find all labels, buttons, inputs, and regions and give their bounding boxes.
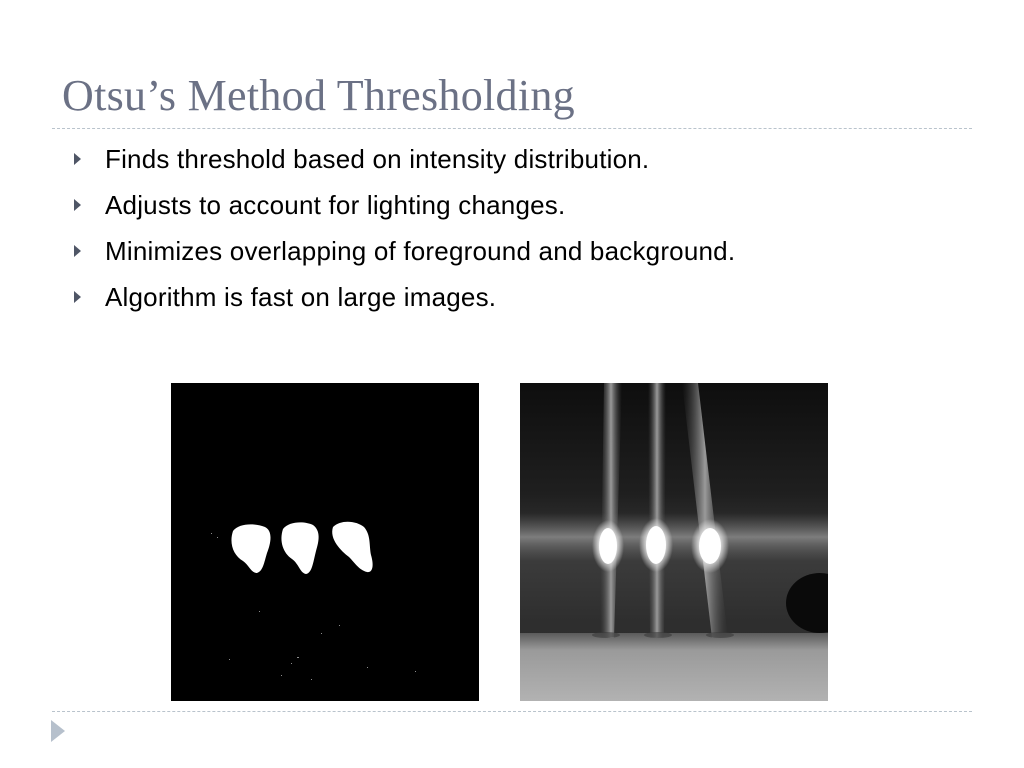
bullet-item bbox=[70, 187, 735, 223]
footer-divider bbox=[52, 711, 972, 712]
triangle-right-icon bbox=[74, 291, 81, 303]
bullet-text: Minimizes overlapping of foreground and background. bbox=[105, 235, 736, 266]
bullet-list bbox=[70, 141, 735, 325]
bullet-text: Algorithm is fast on large images. bbox=[105, 281, 497, 312]
original-grayscale-image bbox=[520, 383, 828, 701]
next-slide-arrow-icon[interactable] bbox=[51, 720, 65, 742]
bullet-item bbox=[70, 233, 735, 269]
thresholded-image bbox=[171, 383, 479, 701]
triangle-right-icon bbox=[74, 153, 81, 165]
bullet-text: Finds threshold based on intensity distribution. bbox=[105, 143, 650, 174]
bullet-text: Adjusts to account for lighting changes. bbox=[105, 189, 566, 220]
bullet-item bbox=[70, 141, 735, 177]
triangle-right-icon bbox=[74, 245, 81, 257]
slide-title: Otsu’s Method Thresholding bbox=[62, 71, 575, 120]
title-divider bbox=[52, 128, 972, 129]
bullet-item bbox=[70, 279, 735, 315]
triangle-right-icon bbox=[74, 199, 81, 211]
